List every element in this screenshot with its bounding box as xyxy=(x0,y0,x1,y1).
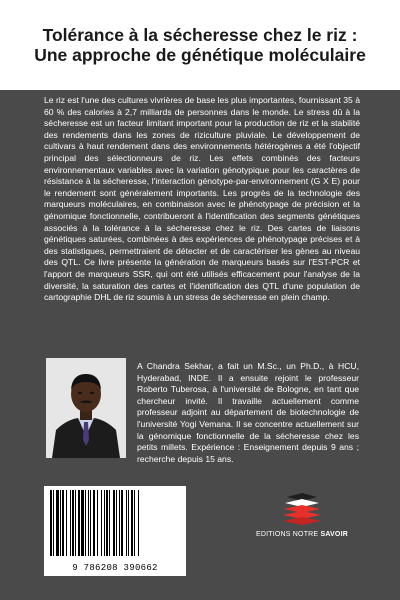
barcode-bar xyxy=(60,490,61,556)
barcode-bar xyxy=(78,490,80,556)
barcode-bar xyxy=(66,490,67,556)
barcode-bar xyxy=(85,490,86,556)
barcode-bar xyxy=(90,490,91,556)
barcode-bar xyxy=(138,490,139,556)
barcode-bar xyxy=(101,490,102,556)
author-portrait-image xyxy=(46,358,126,458)
author-photo xyxy=(46,358,126,458)
isbn-number: 9 786208 390662 xyxy=(72,563,158,573)
barcode-bar xyxy=(106,490,108,556)
barcode-bar xyxy=(72,490,74,556)
barcode-bar xyxy=(88,490,89,556)
barcode-bar xyxy=(75,490,76,556)
publisher-name-regular: EDITIONS NOTRE xyxy=(256,531,321,538)
barcode-bar xyxy=(62,490,64,556)
barcode-bar xyxy=(126,490,127,556)
book-summary: Le riz est l'une des cultures vivrières de base les plus importantes, fournissant 35 à 60 % des calories à 2,7 milliards de personnes dans le monde. Le stress dû à la sécheresse est un facteur limitant important pour la production de riz et la stabilité des rendements dans les zones de riziculture pluviale. Le développement de cultivars à haut rendement dans des environnements hétérogènes a été l'objectif principal des sélectionneurs de riz. Les effets combinés des facteurs environnementaux variables avec la variation génotypique pour les caractères de résistance à la sécheresse, l'interaction génotype-par-environnement (G X E) pour le rendement sont généralement importants. Les progrès de la technologie des marqueurs moléculaires, en combinaison avec le phénotypage de précision et la génomique fonctionnelle, contribueront à l'identification des segments génétiques associés à la tolérance à la sécheresse chez le riz. Des cartes de liaisons génétiques saturées, combinées à des expériences de phénotypage précises et à des statistiques, permettraient de détecter et de caractériser les gènes au niveau des QTL. Ce livre présente la génération de marqueurs basés sur l'EST-PCR et l'apport de marqueurs SSR, qui ont été utilisés efficacement pour l'analyse de la diversité, la saturation des cartes et l'identification des QTL d'une population de cartographie DHL de riz soumis à un stress de sécheresse en plein champ. xyxy=(44,95,360,303)
barcode-bar xyxy=(134,490,135,556)
barcode-bar xyxy=(121,490,123,556)
barcode-bar xyxy=(70,490,71,556)
barcode-bar xyxy=(93,490,95,556)
publisher-block xyxy=(252,493,352,553)
barcode-bars xyxy=(44,486,186,562)
barcode-bar xyxy=(50,490,52,556)
barcode-bar xyxy=(56,490,59,556)
book-title: Tolérance à la sécheresse chez le riz : Une approche de génétique moléculaire xyxy=(34,25,366,65)
barcode-bar xyxy=(104,490,105,556)
barcode-bar xyxy=(53,490,54,556)
barcode-bar xyxy=(81,490,84,556)
author-bio: A Chandra Sekhar, a fait un M.Sc., un Ph.D., à HCU, Hyderabad, INDE. Il a ensuite rejoint le professeur Roberto Tuberosa, à l'université de Bologne, en tant que chercheur invité. Il travaille actuellement comme professeur adjoint au département de biotechnologie de l'université Yogi Vemana. Il se concentre actuellement sur la génomique fonctionnelle de la sécheresse chez les petits millets. Expérience : Enseignement depuis 9 ans ; recherche depuis 15 ans. xyxy=(137,361,359,464)
barcode-bar xyxy=(119,490,120,556)
barcode-bar xyxy=(97,490,98,556)
publisher-name xyxy=(252,531,352,538)
barcode-bar xyxy=(116,490,117,556)
publisher-name-bold: SAVOIR xyxy=(320,531,348,538)
barcode-bar xyxy=(128,490,129,556)
barcode-bar xyxy=(113,490,115,556)
barcode-bar xyxy=(109,490,110,556)
publisher-logo-icon xyxy=(281,493,323,527)
title-banner xyxy=(0,0,400,90)
isbn-barcode xyxy=(44,486,186,576)
barcode-bar xyxy=(131,490,133,556)
